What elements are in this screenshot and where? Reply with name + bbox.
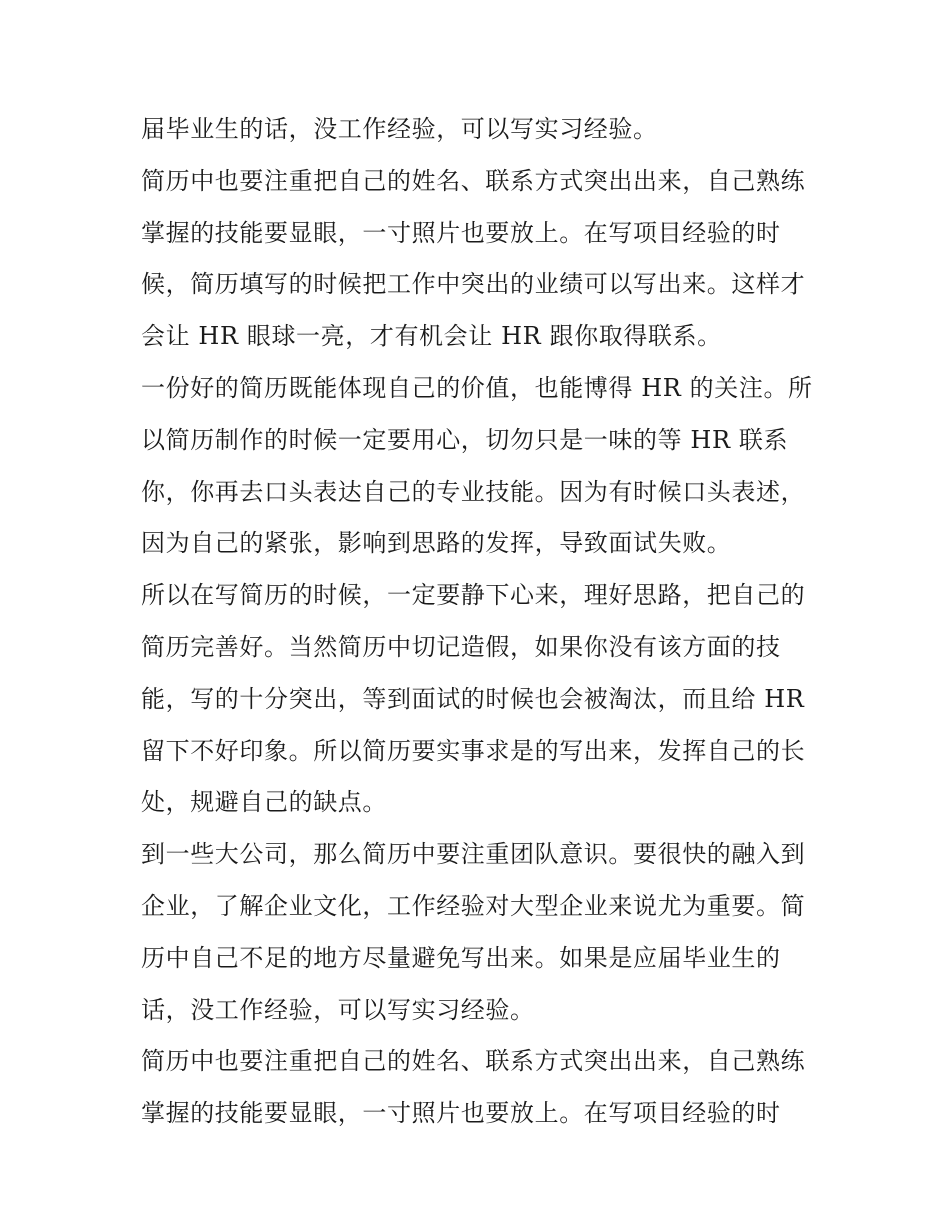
text-line: 简历中也要注重把自己的姓名、联系方式突出出来，自己熟练 <box>141 166 806 195</box>
document-body <box>141 104 821 1140</box>
text-line: 简历中也要注重把自己的姓名、联系方式突出出来，自己熟练 <box>141 1047 806 1076</box>
text-line: 处，规避自己的缺点。 <box>141 788 387 817</box>
text-line: 候，简历填写的时候把工作中突出的业绩可以写出来。这样才 <box>141 270 806 299</box>
text-line: 届毕业生的话，没工作经验，可以写实习经验。 <box>141 115 658 143</box>
text-line: 简历完善好。当然简历中切记造假，如果你没有该方面的技 <box>141 632 781 661</box>
text-line: 历中自己不足的地方尽量避免写出来。如果是应届毕业生的 <box>141 943 781 972</box>
text-line: 以简历制作的时候一定要用心，切勿只是一味的等 HR 联系 <box>141 425 789 454</box>
text-line: 掌握的技能要显眼，一寸照片也要放上。在写项目经验的时 <box>141 218 781 247</box>
text-line: 到一些大公司，那么简历中要注重团队意识。要很快的融入到 <box>141 840 806 869</box>
text-line: 你，你再去口头表达自己的专业技能。因为有时候口头表述， <box>141 477 806 506</box>
text-line: 话，没工作经验，可以写实习经验。 <box>141 995 535 1024</box>
text-line: 掌握的技能要显眼，一寸照片也要放上。在写项目经验的时 <box>141 1099 781 1128</box>
text-line: 一份好的简历既能体现自己的价值，也能博得 HR 的关注。所 <box>141 373 813 402</box>
text-line: 能，写的十分突出，等到面试的时候也会被淘汰，而且给 HR <box>141 684 805 713</box>
text-line: 会让 HR 眼球一亮，才有机会让 HR 跟你取得联系。 <box>141 322 722 351</box>
text-line: 所以在写简历的时候，一定要静下心来，理好思路，把自己的 <box>141 581 806 610</box>
text-line: 留下不好印象。所以简历要实事求是的写出来，发挥自己的长 <box>141 736 806 765</box>
text-line: 企业，了解企业文化，工作经验对大型企业来说尤为重要。简 <box>141 891 806 920</box>
text-line: 因为自己的紧张，影响到思路的发挥，导致面试失败。 <box>141 529 732 558</box>
